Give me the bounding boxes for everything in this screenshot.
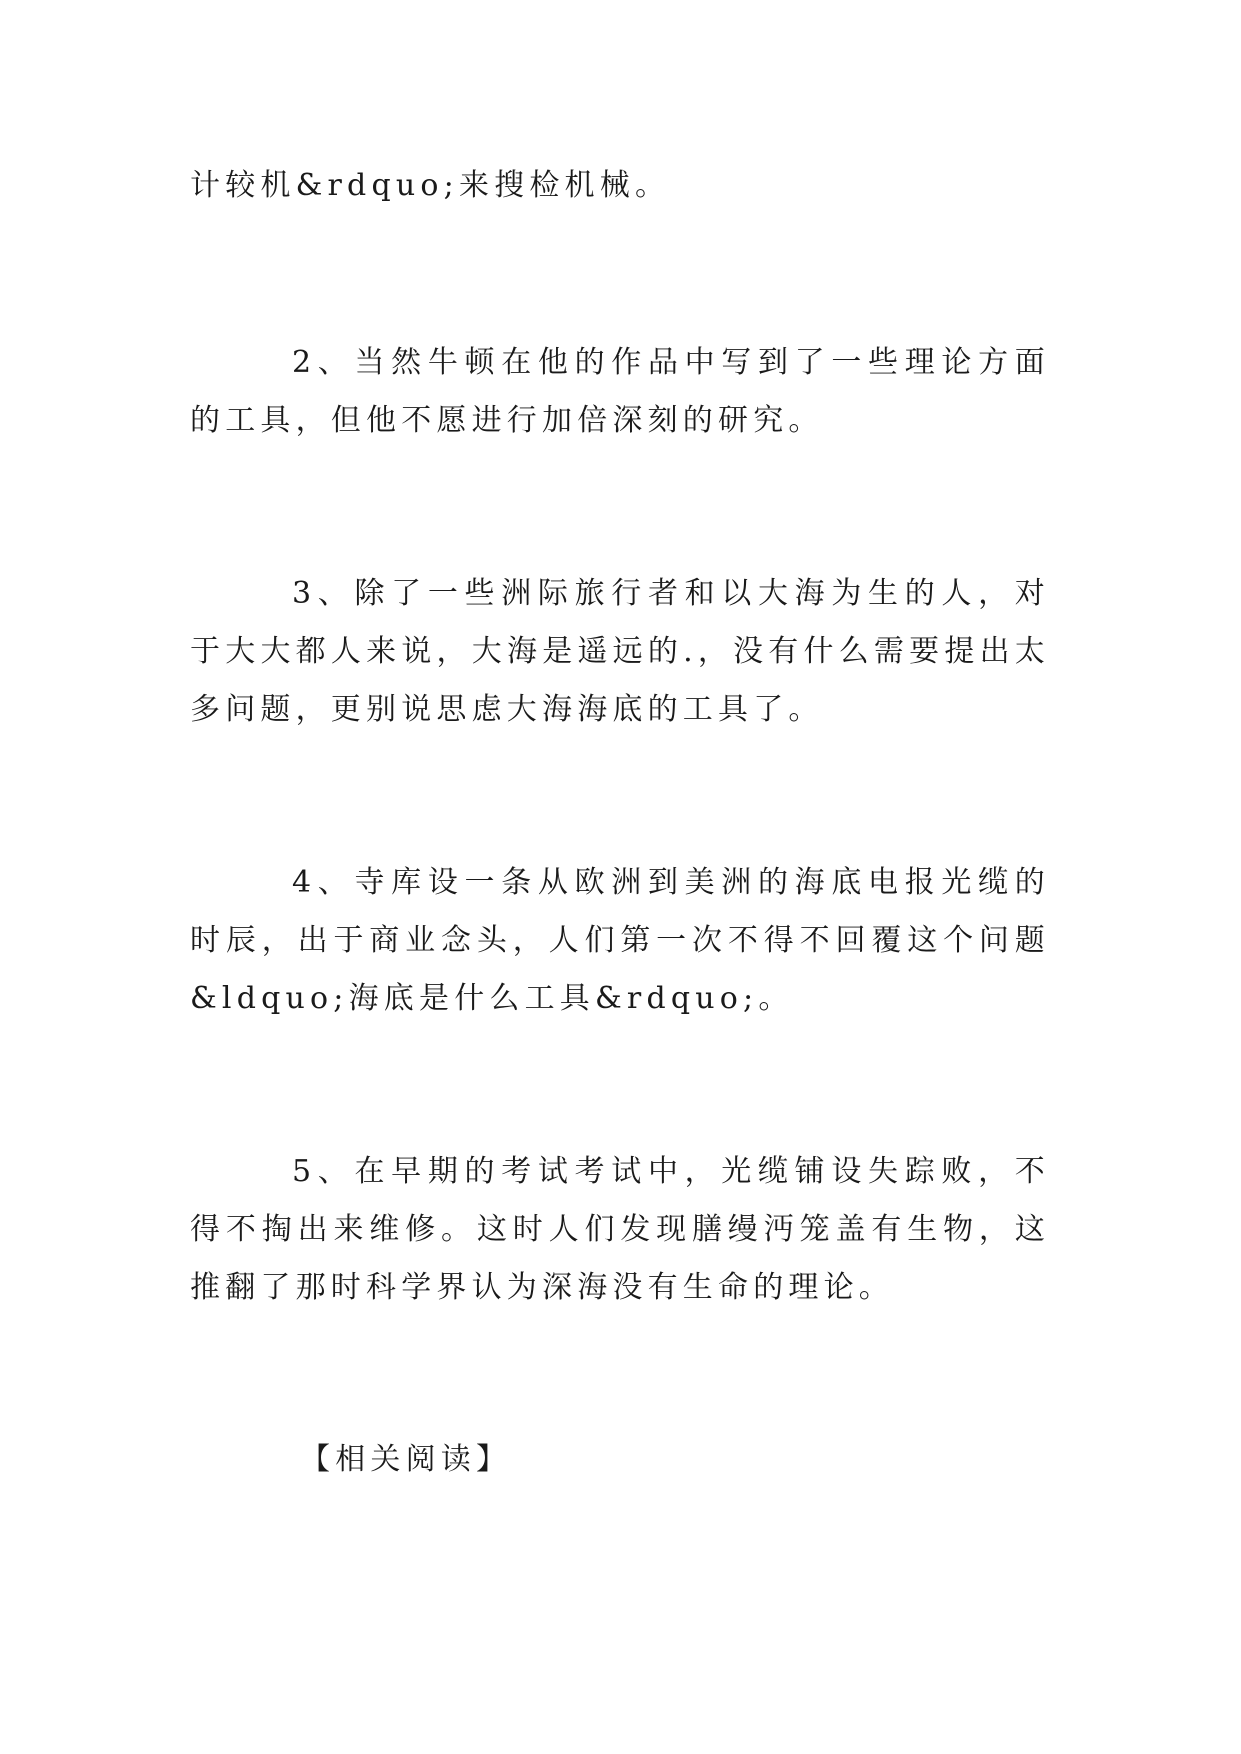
paragraph-item-2: 2、当然牛顿在他的作品中写到了一些理论方面的工具，但他不愿进行加倍深刻的研究。 (190, 345, 1050, 438)
paragraph-item-3: 3、除了一些洲际旅行者和以大海为生的人，对于大大都人来说，大海是遥远的.，没有什么需要提出太多问题，更别说思虑大海海底的工具了。 (190, 576, 1050, 727)
paragraph-continuation: 计较机&rdquo;来搜检机械。 (190, 168, 671, 203)
related-reading-heading: 【相关阅读】 (300, 1442, 512, 1477)
paragraph-item-4: 4、寺库设一条从欧洲到美洲的海底电报光缆的时辰，出于商业念头，人们第一次不得不回覆这个问题&ldquo;海底是什么工具&rdquo;。 (190, 865, 1050, 1016)
paragraph-item-5: 5、在早期的考试考试中，光缆铺设失踪败，不得不掏出来维修。这时人们发现膳缦沔笼盖有生物，这推翻了那时科学界认为深海没有生命的理论。 (190, 1154, 1050, 1305)
